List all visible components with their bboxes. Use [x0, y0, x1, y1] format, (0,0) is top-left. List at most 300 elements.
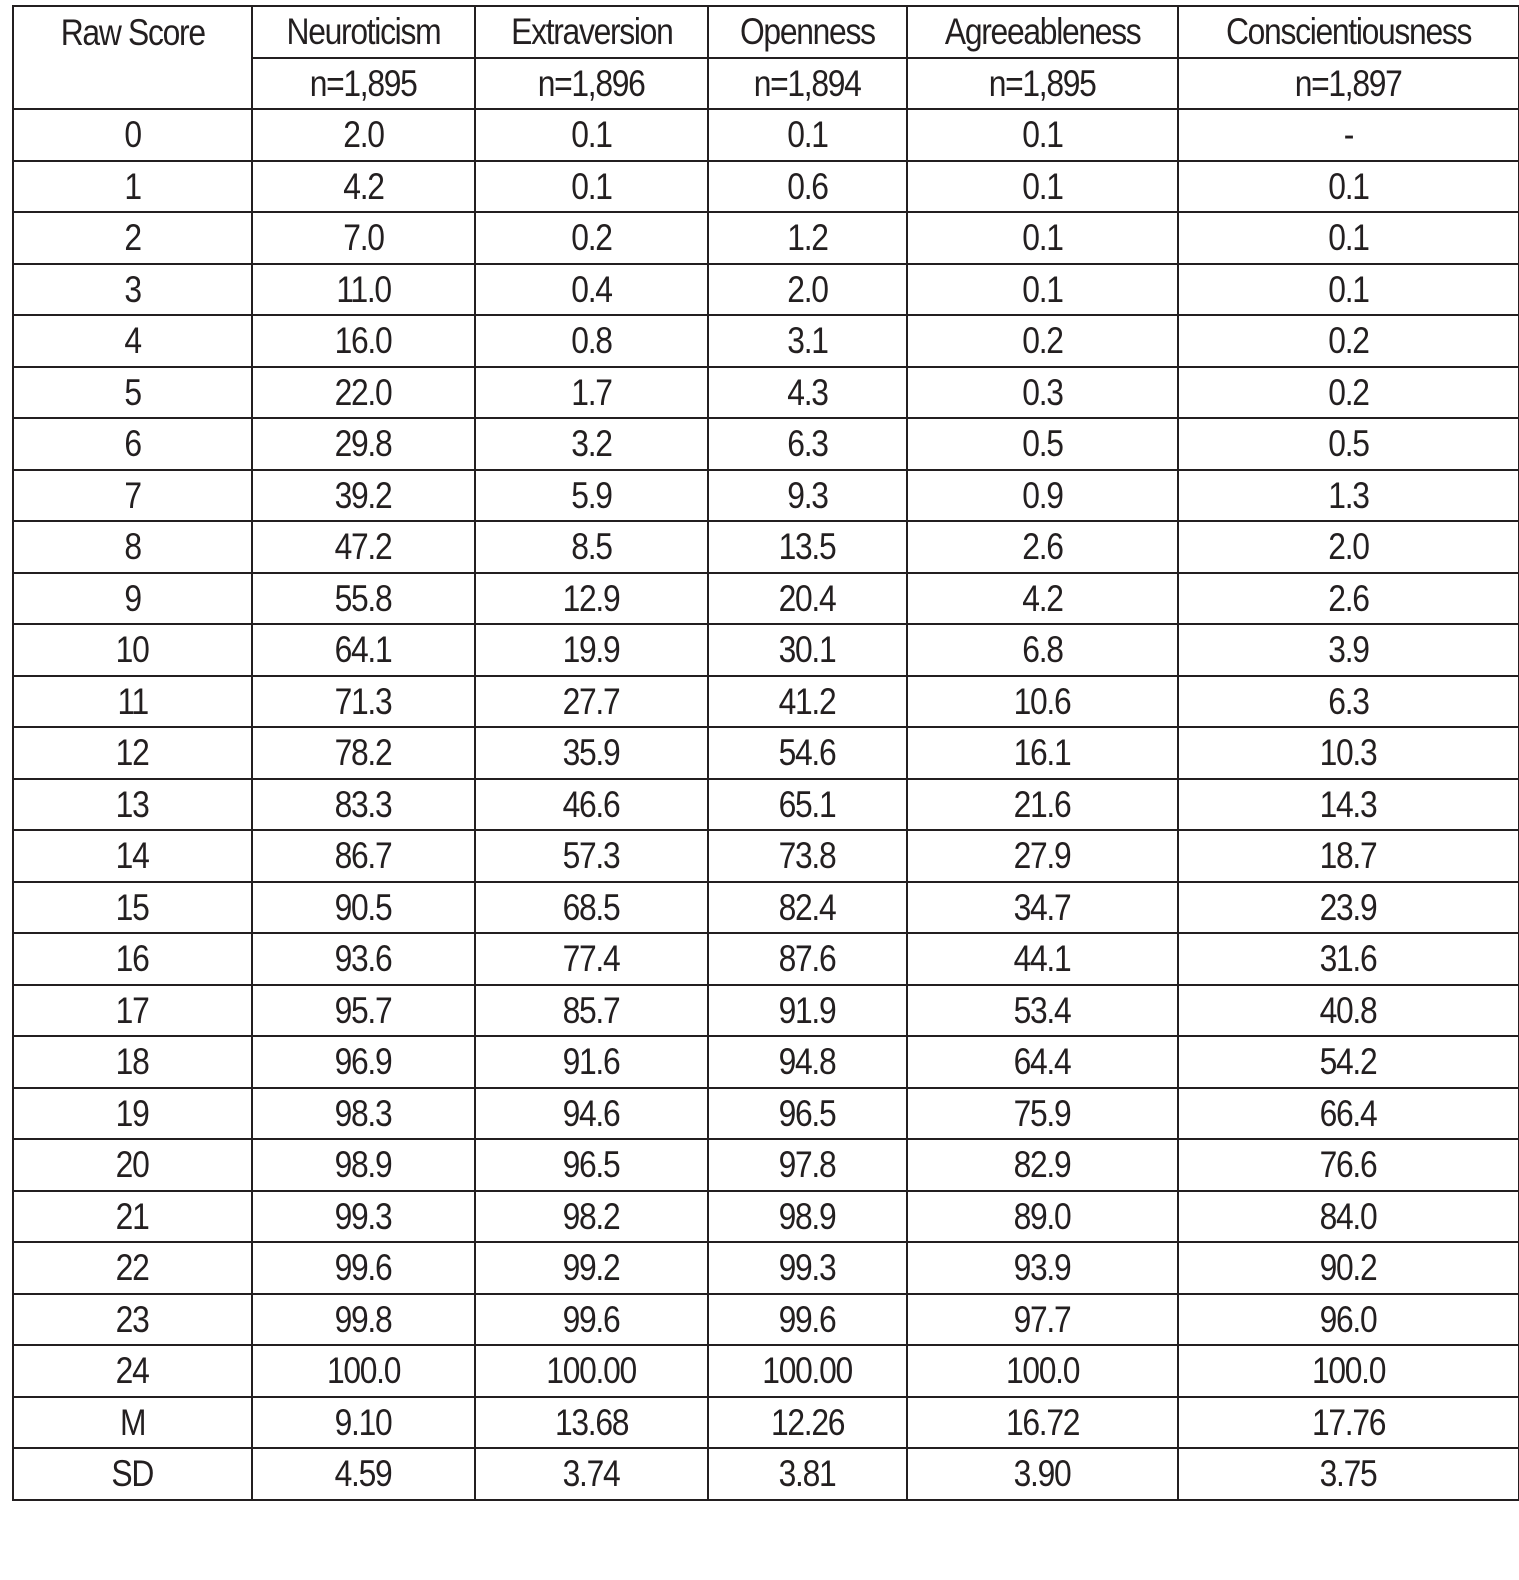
raw-score-label: 23 — [116, 1298, 149, 1340]
percentile-cell — [708, 933, 907, 985]
raw-score-label: 4 — [124, 320, 141, 362]
percentile-value: 3.90 — [1014, 1453, 1071, 1495]
percentile-value: 16.1 — [1014, 732, 1071, 774]
percentile-value: 93.6 — [335, 938, 392, 980]
percentile-cell — [252, 830, 475, 882]
raw-score-cell — [13, 882, 252, 934]
percentile-value: 99.3 — [335, 1195, 392, 1237]
percentile-cell — [252, 470, 475, 522]
percentile-value: 91.6 — [563, 1041, 620, 1083]
raw-score-label: 8 — [124, 526, 141, 568]
table-row — [13, 882, 1519, 934]
percentile-value: 99.2 — [563, 1247, 620, 1289]
percentile-value: 78.2 — [335, 732, 392, 774]
percentile-cell — [907, 933, 1178, 985]
percentile-value: 10.3 — [1320, 732, 1377, 774]
percentile-value: 98.2 — [563, 1195, 620, 1237]
raw-score-label: 2 — [124, 217, 141, 259]
percentile-cell — [475, 727, 708, 779]
table-row — [13, 470, 1519, 522]
percentile-cell — [252, 1242, 475, 1294]
percentile-value: 2.6 — [1328, 577, 1369, 619]
percentile-value: 98.3 — [335, 1092, 392, 1134]
percentile-cell — [708, 1088, 907, 1140]
percentile-value: 27.7 — [563, 680, 620, 722]
percentile-cell — [475, 1397, 708, 1449]
percentile-cell — [907, 1397, 1178, 1449]
table-row — [13, 161, 1519, 213]
raw-score-label: 13 — [116, 783, 149, 825]
percentile-cell — [475, 264, 708, 316]
sample-size-openness — [708, 58, 907, 110]
percentile-value: 96.5 — [779, 1092, 836, 1134]
table-row — [13, 1345, 1519, 1397]
percentile-value: 9.3 — [787, 474, 828, 516]
sample-size-neuroticism — [252, 58, 475, 110]
percentile-value: 73.8 — [779, 835, 836, 877]
table-row — [13, 1242, 1519, 1294]
raw-score-cell — [13, 779, 252, 831]
raw-score-label: 10 — [116, 629, 149, 671]
raw-score-label: 18 — [116, 1041, 149, 1083]
percentile-value: 3.74 — [563, 1453, 620, 1495]
raw-score-cell — [13, 573, 252, 625]
percentile-cell — [1178, 1191, 1519, 1243]
percentile-cell — [252, 212, 475, 264]
percentile-cell — [475, 315, 708, 367]
table-row — [13, 367, 1519, 419]
table-row — [13, 1088, 1519, 1140]
percentile-value: 27.9 — [1014, 835, 1071, 877]
percentile-cell — [907, 212, 1178, 264]
percentile-value: 54.2 — [1320, 1041, 1377, 1083]
percentile-value: 4.59 — [335, 1453, 392, 1495]
percentile-cell — [475, 161, 708, 213]
percentile-cell — [708, 367, 907, 419]
percentile-value: 9.10 — [335, 1401, 392, 1443]
percentile-cell — [907, 264, 1178, 316]
table-row — [13, 315, 1519, 367]
percentile-value: 47.2 — [335, 526, 392, 568]
percentile-value: 64.4 — [1014, 1041, 1071, 1083]
percentile-cell — [252, 882, 475, 934]
percentile-cell — [1178, 1294, 1519, 1346]
percentile-value: 0.1 — [1022, 217, 1063, 259]
percentile-cell — [907, 830, 1178, 882]
table-row — [13, 109, 1519, 161]
percentile-value: 53.4 — [1014, 989, 1071, 1031]
percentile-cell — [708, 109, 907, 161]
percentile-cell — [475, 470, 708, 522]
percentile-cell — [708, 1036, 907, 1088]
percentile-cell — [907, 1242, 1178, 1294]
percentile-value: 0.5 — [1328, 423, 1369, 465]
percentile-value: 0.4 — [571, 268, 612, 310]
raw-score-label: 3 — [124, 268, 141, 310]
raw-score-label: 5 — [124, 371, 141, 413]
percentile-cell — [475, 1036, 708, 1088]
table-row — [13, 1191, 1519, 1243]
percentile-cell — [907, 418, 1178, 470]
table-row — [13, 985, 1519, 1037]
percentile-cell — [708, 1191, 907, 1243]
raw-score-cell — [13, 1397, 252, 1449]
table-row — [13, 1448, 1519, 1500]
percentile-value: 16.0 — [335, 320, 392, 362]
percentile-cell — [907, 1448, 1178, 1500]
percentile-cell — [907, 161, 1178, 213]
percentile-value: 77.4 — [563, 938, 620, 980]
percentile-value: 87.6 — [779, 938, 836, 980]
percentile-value: 90.2 — [1320, 1247, 1377, 1289]
raw-score-label: 14 — [116, 835, 149, 877]
percentile-cell — [1178, 315, 1519, 367]
percentile-cell — [907, 676, 1178, 728]
percentile-value: 0.1 — [1022, 268, 1063, 310]
table-row — [13, 1397, 1519, 1449]
percentile-cell — [252, 1448, 475, 1500]
raw-score-label: 7 — [124, 474, 141, 516]
percentile-cell — [252, 727, 475, 779]
raw-score-label: 12 — [116, 732, 149, 774]
percentile-cell — [1178, 1397, 1519, 1449]
sample-size-row — [13, 58, 1519, 110]
percentile-value: 6.3 — [1328, 680, 1369, 722]
table-row — [13, 933, 1519, 985]
percentile-cell — [475, 521, 708, 573]
percentile-cell — [907, 727, 1178, 779]
raw-score-label: 24 — [116, 1350, 149, 1392]
percentile-value: 68.5 — [563, 886, 620, 928]
raw-score-cell — [13, 418, 252, 470]
percentile-value: 23.9 — [1320, 886, 1377, 928]
percentile-cell — [708, 161, 907, 213]
raw-score-cell — [13, 1345, 252, 1397]
percentile-cell — [475, 1191, 708, 1243]
percentile-cell — [475, 1448, 708, 1500]
percentile-value: 0.1 — [787, 114, 828, 156]
table-row — [13, 624, 1519, 676]
percentile-cell — [907, 1294, 1178, 1346]
percentile-value: 82.4 — [779, 886, 836, 928]
percentile-value: 35.9 — [563, 732, 620, 774]
raw-score-cell — [13, 1448, 252, 1500]
raw-score-cell — [13, 212, 252, 264]
percentile-value: 0.1 — [1022, 165, 1063, 207]
percentile-cell — [708, 1139, 907, 1191]
header-neuroticism — [252, 6, 475, 58]
percentile-value: 54.6 — [779, 732, 836, 774]
percentile-cell — [708, 1448, 907, 1500]
percentile-value: 0.5 — [1022, 423, 1063, 465]
percentile-value: 29.8 — [335, 423, 392, 465]
percentile-cell — [252, 624, 475, 676]
table-row — [13, 418, 1519, 470]
percentile-cell — [1178, 573, 1519, 625]
percentile-value: 11.0 — [336, 268, 391, 310]
percentile-value: 99.6 — [335, 1247, 392, 1289]
percentile-value: 100.0 — [1005, 1350, 1080, 1392]
percentile-value: 99.6 — [563, 1298, 620, 1340]
table-row — [13, 573, 1519, 625]
percentile-value: 95.7 — [335, 989, 392, 1031]
percentile-cell — [475, 830, 708, 882]
percentile-cell — [1178, 676, 1519, 728]
percentile-cell — [475, 367, 708, 419]
raw-score-cell — [13, 830, 252, 882]
percentile-cell — [475, 985, 708, 1037]
raw-score-label: 0 — [124, 114, 141, 156]
raw-score-label: 16 — [116, 938, 149, 980]
raw-score-label: 20 — [116, 1144, 149, 1186]
percentile-cell — [252, 1191, 475, 1243]
percentile-value: 0.1 — [1022, 114, 1063, 156]
raw-score-cell — [13, 1139, 252, 1191]
percentile-value: 0.1 — [1328, 217, 1369, 259]
percentile-value: 13.5 — [779, 526, 836, 568]
percentile-cell — [708, 1294, 907, 1346]
percentile-cell — [708, 1242, 907, 1294]
percentile-value: 46.6 — [563, 783, 620, 825]
percentile-value: 57.3 — [563, 835, 620, 877]
percentile-value: 41.2 — [779, 680, 836, 722]
percentile-cell — [252, 264, 475, 316]
percentile-value: 18.7 — [1320, 835, 1377, 877]
percentile-value: 3.81 — [779, 1453, 836, 1495]
percentile-value: 0.2 — [571, 217, 612, 259]
percentile-cell — [475, 882, 708, 934]
percentile-cell — [708, 676, 907, 728]
percentile-cell — [708, 1345, 907, 1397]
sample-size-label: n=1,896 — [538, 62, 645, 104]
raw-score-cell — [13, 1294, 252, 1346]
percentile-value: 100.0 — [1311, 1350, 1386, 1392]
percentile-cell — [475, 1139, 708, 1191]
percentile-cell — [1178, 470, 1519, 522]
percentile-cell — [475, 1242, 708, 1294]
percentile-cell — [252, 1139, 475, 1191]
table-row — [13, 779, 1519, 831]
percentile-value: 4.2 — [1022, 577, 1063, 619]
percentile-value: 94.8 — [779, 1041, 836, 1083]
percentile-value: 1.3 — [1328, 474, 1369, 516]
percentile-cell — [907, 985, 1178, 1037]
percentile-cell — [1178, 1242, 1519, 1294]
sample-size-extraversion — [475, 58, 708, 110]
percentile-cell — [1178, 985, 1519, 1037]
percentile-value: 0.1 — [1328, 165, 1369, 207]
percentile-value: 0.6 — [787, 165, 828, 207]
percentile-cell — [907, 779, 1178, 831]
raw-score-cell — [13, 1242, 252, 1294]
table-row — [13, 521, 1519, 573]
table-row — [13, 212, 1519, 264]
percentile-value: 99.8 — [335, 1298, 392, 1340]
percentile-cell — [907, 470, 1178, 522]
percentile-cell — [1178, 933, 1519, 985]
raw-score-label: 22 — [116, 1247, 149, 1289]
percentile-value: 97.7 — [1014, 1298, 1071, 1340]
percentile-cell — [475, 212, 708, 264]
percentile-cell — [1178, 1139, 1519, 1191]
percentile-cell — [708, 727, 907, 779]
percentile-cell — [907, 573, 1178, 625]
percentile-value: 83.3 — [335, 783, 392, 825]
raw-score-label: 1 — [124, 165, 141, 207]
percentile-value: 8.5 — [571, 526, 612, 568]
raw-score-label: 19 — [116, 1092, 149, 1134]
percentile-value: 12.9 — [563, 577, 620, 619]
percentile-value: 22.0 — [335, 371, 392, 413]
raw-score-label: 21 — [116, 1195, 149, 1237]
header-agreeableness — [907, 6, 1178, 58]
raw-score-label: M — [119, 1401, 146, 1443]
percentile-value: 96.5 — [563, 1144, 620, 1186]
raw-score-cell — [13, 264, 252, 316]
percentile-value: 12.26 — [770, 1401, 845, 1443]
percentile-cell — [708, 315, 907, 367]
percentile-value: 94.6 — [563, 1092, 620, 1134]
percentile-value: 0.1 — [571, 165, 612, 207]
percentile-value: 2.0 — [1328, 526, 1369, 568]
percentile-value: 86.7 — [335, 835, 392, 877]
percentile-cell — [907, 624, 1178, 676]
percentile-value: 71.3 — [335, 680, 392, 722]
percentile-value: 3.2 — [571, 423, 612, 465]
percentile-value: 16.72 — [1005, 1401, 1080, 1443]
percentile-cell — [475, 624, 708, 676]
percentile-cell — [252, 418, 475, 470]
percentile-value: 100.00 — [762, 1350, 853, 1392]
percentile-cell — [907, 315, 1178, 367]
raw-score-label: SD — [111, 1453, 154, 1495]
percentile-cell — [907, 1139, 1178, 1191]
percentile-cell — [475, 1294, 708, 1346]
sample-size-label: n=1,895 — [989, 62, 1096, 104]
percentile-cell — [708, 624, 907, 676]
header-raw-score-label: Raw Score — [60, 11, 205, 53]
percentile-cell — [252, 573, 475, 625]
percentile-value: 75.9 — [1014, 1092, 1071, 1134]
header-raw-score-blank — [13, 58, 252, 110]
percentile-cell — [1178, 1036, 1519, 1088]
percentile-cell — [1178, 161, 1519, 213]
percentile-cell — [708, 1397, 907, 1449]
table-row — [13, 264, 1519, 316]
header-conscientiousness — [1178, 6, 1519, 58]
percentile-cell — [708, 830, 907, 882]
percentile-cell — [252, 1036, 475, 1088]
percentile-cell — [1178, 367, 1519, 419]
raw-score-cell — [13, 521, 252, 573]
percentile-cell — [907, 1036, 1178, 1088]
percentile-cell — [475, 418, 708, 470]
percentile-cell — [907, 1088, 1178, 1140]
percentile-value: 40.8 — [1320, 989, 1377, 1031]
percentile-cell — [475, 573, 708, 625]
percentile-cell — [252, 933, 475, 985]
raw-score-cell — [13, 985, 252, 1037]
percentile-value: 96.9 — [335, 1041, 392, 1083]
raw-score-cell — [13, 470, 252, 522]
percentile-value: 84.0 — [1320, 1195, 1377, 1237]
percentile-cell — [708, 779, 907, 831]
percentile-value: 13.68 — [554, 1401, 629, 1443]
sample-size-agreeableness — [907, 58, 1178, 110]
percentile-value: 2.0 — [787, 268, 828, 310]
percentile-cell — [708, 573, 907, 625]
percentile-value: 0.2 — [1022, 320, 1063, 362]
percentile-cell — [1178, 1448, 1519, 1500]
column-label: Neuroticism — [286, 11, 441, 53]
percentile-cell — [708, 418, 907, 470]
percentile-value: 98.9 — [779, 1195, 836, 1237]
percentile-value: 76.6 — [1320, 1144, 1377, 1186]
percentile-value: 30.1 — [779, 629, 836, 671]
header-row — [13, 6, 1519, 58]
percentile-cell — [252, 109, 475, 161]
percentile-cell — [1178, 882, 1519, 934]
percentile-cell — [252, 985, 475, 1037]
percentile-value: 44.1 — [1014, 938, 1071, 980]
percentile-value: 3.75 — [1320, 1453, 1377, 1495]
raw-score-cell — [13, 727, 252, 779]
percentile-cell — [907, 367, 1178, 419]
table-row — [13, 830, 1519, 882]
percentile-value: 100.00 — [546, 1350, 637, 1392]
table-body — [13, 109, 1519, 1500]
percentile-cell — [475, 676, 708, 728]
percentile-cell — [708, 882, 907, 934]
percentile-value: 100.0 — [326, 1350, 401, 1392]
header-raw-score — [13, 6, 252, 58]
percentile-cell — [708, 212, 907, 264]
raw-score-cell — [13, 624, 252, 676]
percentile-value: - — [1343, 114, 1354, 156]
percentile-value: 10.6 — [1014, 680, 1071, 722]
percentile-cell — [252, 1294, 475, 1346]
sample-size-label: n=1,894 — [754, 62, 861, 104]
percentile-cell — [1178, 1345, 1519, 1397]
percentile-cell — [1178, 418, 1519, 470]
percentile-value: 90.5 — [335, 886, 392, 928]
percentile-value: 34.7 — [1014, 886, 1071, 928]
table-row — [13, 1139, 1519, 1191]
column-label: Agreeableness — [944, 11, 1141, 53]
raw-score-cell — [13, 1191, 252, 1243]
percentile-value: 99.3 — [779, 1247, 836, 1289]
column-label: Extraversion — [510, 11, 673, 53]
column-label: Conscientiousness — [1225, 11, 1472, 53]
percentile-value: 39.2 — [335, 474, 392, 516]
raw-score-label: 11 — [117, 680, 148, 722]
raw-score-label: 9 — [124, 577, 141, 619]
column-label: Openness — [740, 11, 875, 53]
percentile-value: 7.0 — [343, 217, 384, 259]
percentile-value: 85.7 — [563, 989, 620, 1031]
header-extraversion — [475, 6, 708, 58]
percentile-value: 64.1 — [335, 629, 392, 671]
percentile-cell — [1178, 264, 1519, 316]
sample-size-conscientiousness — [1178, 58, 1519, 110]
percentile-cell — [252, 1088, 475, 1140]
percentile-cell — [475, 933, 708, 985]
percentile-value: 17.76 — [1311, 1401, 1386, 1443]
raw-score-label: 17 — [116, 989, 149, 1031]
raw-score-cell — [13, 367, 252, 419]
percentile-cell — [475, 1345, 708, 1397]
raw-score-label: 15 — [116, 886, 149, 928]
